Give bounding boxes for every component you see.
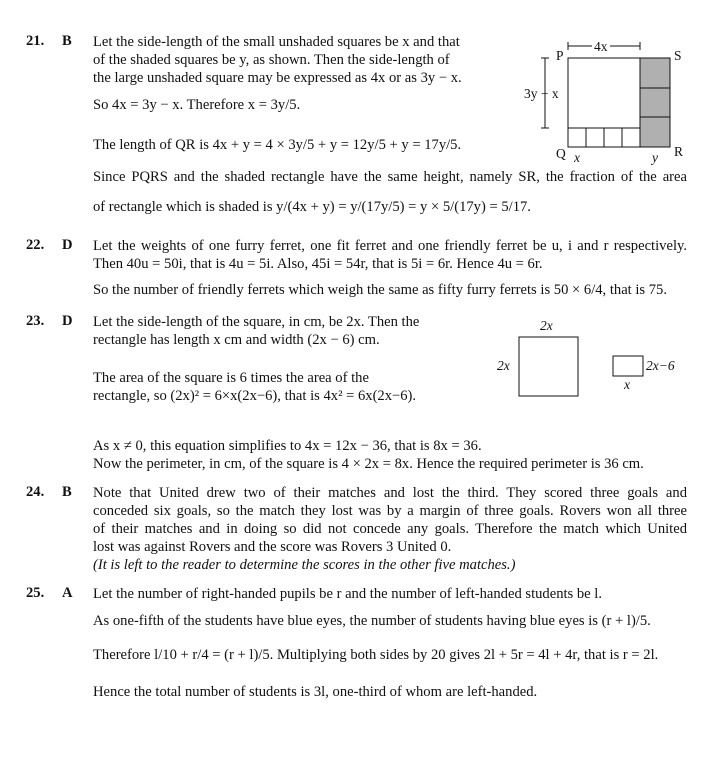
rectangle-pqrs-diagram: [520, 40, 700, 170]
solution-line: of the shaded squares be y, as shown. Then the side-length of: [93, 52, 450, 68]
label-rect-bottom: x: [624, 377, 630, 392]
problem-answer: A: [62, 585, 73, 601]
solution-line: As x ≠ 0, this equation simplifies to 4x = 12x − 36, that is 8x = 36.: [93, 438, 482, 454]
solution-line: So 4x = 3y − x. Therefore x = 3y/5.: [93, 97, 301, 113]
solution-line: rectangle, so (2x)² = 6×x(2x−6), that is 4x² = 6x(2x−6).: [93, 388, 417, 404]
label-4x: 4x: [594, 39, 608, 54]
problem-number: 21.: [26, 33, 45, 49]
label-s: S: [674, 48, 682, 63]
problem-number: 23.: [26, 313, 45, 329]
solution-line: of their matches and in doing so did not concede any goals. Therefore the match which United: [93, 521, 687, 537]
problem-answer: D: [62, 313, 73, 329]
solution-line: lost was against Rovers and the score was Rovers 3 United 0.: [93, 539, 452, 555]
label-r: R: [674, 144, 684, 159]
solution-line: Let the side-length of the small unshaded squares be x and that: [93, 34, 460, 50]
solution-line: Since PQRS and the shaded rectangle have the same height, namely SR, the fraction of the area: [93, 169, 687, 185]
problem-answer: B: [62, 484, 72, 500]
label-rect-side: 2x−6: [646, 358, 675, 373]
problem-number: 22.: [26, 237, 45, 253]
label-p: P: [556, 48, 564, 63]
solution-line: As one-fifth of the students have blue eyes, the number of students having blue eyes is (r + l)/5.: [93, 613, 651, 629]
label-x: x: [574, 150, 580, 165]
solution-line: conceded six goals, so the match they lost was by a margin of three goals. Rovers won all three: [93, 503, 687, 519]
solution-line: Therefore l/10 + r/4 = (r + l)/5. Multiplying both sides by 20 gives 2l + 5r = 4l + 4r, that is r = 2l.: [93, 647, 659, 663]
solution-note: (It is left to the reader to determine the scores in the other five matches.): [93, 557, 516, 573]
problem-number: 24.: [26, 484, 45, 500]
solution-line: rectangle has length x cm and width (2x − 6) cm.: [93, 332, 380, 348]
label-square-side: 2x: [497, 358, 510, 373]
label-y: y: [652, 150, 658, 165]
solution-line: Note that United drew two of their matches and lost the third. They scored three goals and: [93, 485, 687, 501]
solution-line: Let the weights of one furry ferret, one fit ferret and one friendly ferret be u, i and r respectively.: [93, 238, 687, 254]
solution-line: Then 40u = 50i, that is 4u = 5i. Also, 45i = 54r, that is 5i = 6r. Hence 4u = 6r.: [93, 256, 543, 272]
solution-line: Let the side-length of the square, in cm, be 2x. Then the: [93, 314, 420, 330]
solution-line: of rectangle which is shaded is y/(4x + y) = y/(17y/5) = y × 5/(17y) = 5/17.: [93, 199, 531, 215]
solution-line: Now the perimeter, in cm, of the square is 4 × 2x = 8x. Hence the required perimeter is 36 cm.: [93, 456, 644, 472]
problem-number: 25.: [26, 585, 45, 601]
label-q: Q: [556, 146, 566, 161]
label-3y-minus-x: 3y − x: [524, 86, 559, 101]
solution-line: So the number of friendly ferrets which weigh the same as fifty furry ferrets is 50 × 6/4, that is 75.: [93, 282, 667, 298]
solution-line: The area of the square is 6 times the area of the: [93, 370, 369, 386]
solution-line: The length of QR is 4x + y = 4 × 3y/5 + y = 12y/5 + y = 17y/5.: [93, 137, 462, 153]
label-square-top: 2x: [540, 318, 553, 333]
solution-line: Hence the total number of students is 3l, one-third of whom are left-handed.: [93, 684, 538, 700]
solution-line: the large unshaded square may be expressed as 4x or as 3y − x.: [93, 70, 462, 86]
problem-answer: D: [62, 237, 73, 253]
problem-answer: B: [62, 33, 72, 49]
solution-line: Let the number of right-handed pupils be r and the number of left-handed students be l.: [93, 586, 603, 602]
